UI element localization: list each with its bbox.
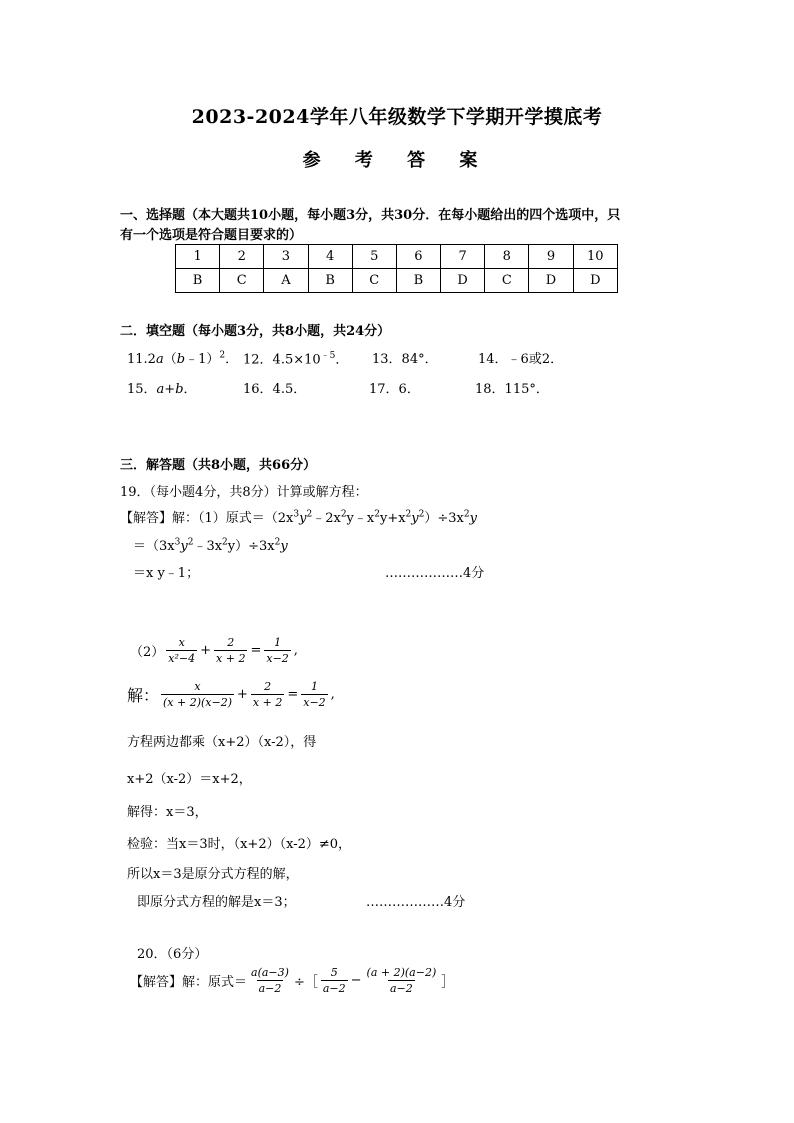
answer-text: （ <box>163 352 177 367</box>
table-cell: 7 <box>441 245 485 269</box>
exponent: 3 <box>293 509 300 520</box>
denominator: x + 2 <box>252 696 283 709</box>
table-cell: D <box>529 269 573 293</box>
answer-text: 12．4.5×10 <box>243 352 321 368</box>
answer-11 <box>127 348 238 367</box>
solution-text: 【解答】解：原式＝ <box>130 975 248 990</box>
q19-line-conclusion: 所以x＝3是原分式方程的解， <box>127 867 299 882</box>
answer-14: 14．﹣6或2． <box>478 352 564 367</box>
question-19-heading: 19．（每小题4分，共8分）计算或解方程： <box>120 485 368 500</box>
solution-text: ﹣3x <box>193 539 223 554</box>
answer-table <box>175 244 618 293</box>
q19-part2-equation <box>130 636 299 665</box>
answer-table-answer-row <box>176 269 618 293</box>
q19-line-solve: 解得：x＝3， <box>127 805 208 820</box>
math-var: y <box>299 511 307 526</box>
operator: + <box>237 687 248 702</box>
operator: − <box>350 973 362 988</box>
solution-text: y）÷3x <box>227 539 275 554</box>
operator: = <box>287 687 299 702</box>
fraction <box>301 680 327 709</box>
answer-12 <box>243 348 348 367</box>
q19-line-equation: x+2（x-2）＝x+2， <box>127 772 252 787</box>
q19-part1-line1 <box>120 507 477 526</box>
table-cell: D <box>441 269 485 293</box>
exponent: 2 <box>418 509 425 520</box>
denominator: x−2 <box>303 696 326 709</box>
table-cell: 6 <box>396 245 440 269</box>
exponent: 2 <box>405 509 412 520</box>
q19-line-final: 即原分式方程的解是x＝3； <box>137 895 296 910</box>
solution-text: 【解答】解：（1）原式＝（2x <box>120 511 294 526</box>
table-cell: B <box>176 269 220 293</box>
section3-heading: 三．解答题（共8小题，共66分） <box>120 458 317 473</box>
table-cell: A <box>264 269 308 293</box>
denominator: a−2 <box>390 982 413 995</box>
denominator: a−2 <box>258 982 282 995</box>
q19-part1-line3: ＝x y﹣1； <box>133 566 200 581</box>
fraction <box>321 966 348 995</box>
operator: ］ <box>441 975 455 990</box>
exponent: 2 <box>340 509 347 520</box>
table-cell: B <box>396 269 440 293</box>
q19-part2-score: ………………4分 <box>366 895 466 910</box>
fraction <box>166 636 197 665</box>
math-var: b <box>176 352 186 367</box>
page-title: 2023-2024学年八年级数学下学期开学摸底考 <box>191 106 603 128</box>
q20-solution <box>130 966 455 995</box>
fraction <box>161 680 234 709</box>
answer-text: ﹣1） <box>185 352 220 367</box>
solution-text: 解： <box>127 686 160 705</box>
exponent: 2 <box>463 509 470 520</box>
solution-text: （2） <box>130 645 165 660</box>
fraction <box>264 636 290 665</box>
section1-heading-line2: 有一个选项是符合题目要求的） <box>120 228 303 243</box>
solution-text: y+x <box>379 511 406 526</box>
exponent: 2 <box>222 537 228 548</box>
table-cell: 8 <box>485 245 529 269</box>
solution-text: y﹣x <box>346 511 375 526</box>
answer-text: ． <box>183 382 197 397</box>
solution-text: ﹣2x <box>312 511 341 526</box>
page-subtitle: 参 考 答 案 <box>302 150 492 171</box>
table-cell: C <box>220 269 264 293</box>
q19-line-check: 检验：当x＝3时，（x+2）（x-2）≠0， <box>127 837 352 852</box>
table-cell: B <box>308 269 352 293</box>
section1-heading-line1: 一、选择题（本大题共10小题，每小题3分，共30分．在每小题给出的四个选项中，只 <box>120 208 621 223</box>
answer-15 <box>127 378 197 397</box>
denominator: a−2 <box>322 982 346 995</box>
q19-part1-line2 <box>133 535 288 554</box>
solution-text: ＝（3x <box>133 539 175 554</box>
answer-text: 11.2 <box>127 352 156 367</box>
question-20-heading: 20．（6分） <box>137 947 208 962</box>
table-cell: 5 <box>352 245 396 269</box>
table-cell: 4 <box>308 245 352 269</box>
answer-table-number-row <box>176 245 618 269</box>
math-var: a+b <box>156 382 184 397</box>
answer-text: 15． <box>127 382 157 397</box>
fraction <box>365 966 439 995</box>
exponent: 2 <box>306 509 313 520</box>
solution-text: ）÷3x <box>424 511 464 526</box>
exponent: 2 <box>219 350 226 361</box>
numerator: (a + 2)(a−2) <box>366 966 437 979</box>
numerator: 1 <box>274 636 282 649</box>
answer-16: 16．4.5． <box>243 382 307 397</box>
numerator: x <box>178 636 185 649</box>
math-var: y <box>411 511 419 526</box>
exponent: ﹣5 <box>320 351 336 361</box>
math-var: y <box>469 511 477 526</box>
exponent: 3 <box>174 537 181 548</box>
table-cell: C <box>352 269 396 293</box>
exponent: 2 <box>374 509 380 520</box>
numerator: x <box>194 680 201 693</box>
math-var: a <box>155 352 164 367</box>
operator: = <box>250 643 262 658</box>
table-cell: 10 <box>573 245 617 269</box>
table-cell: 3 <box>264 245 308 269</box>
operator: , <box>330 687 335 702</box>
q19-part1-score: ………………4分 <box>385 566 485 581</box>
exponent: 2 <box>187 537 194 548</box>
table-cell: 1 <box>176 245 220 269</box>
table-cell: D <box>573 269 617 293</box>
denominator: (x + 2)(x−2) <box>163 696 233 709</box>
q19-part2-solution <box>127 680 336 709</box>
numerator: 2 <box>264 680 272 693</box>
operator: + <box>200 643 212 658</box>
exponent: 2 <box>274 537 281 548</box>
answer-13: 13．84°． <box>372 352 438 367</box>
math-var: y <box>180 539 188 554</box>
fraction <box>249 966 291 995</box>
table-cell: 9 <box>529 245 573 269</box>
section2-heading: 二．填空题（每小题3分，共8小题，共24分） <box>120 324 391 339</box>
fraction <box>251 680 284 709</box>
answer-text: ． <box>335 352 349 368</box>
operator: , <box>293 643 298 658</box>
table-cell: 2 <box>220 245 264 269</box>
denominator: x²−4 <box>168 652 196 665</box>
numerator: a(a−3) <box>251 966 289 979</box>
denominator: x + 2 <box>216 652 246 665</box>
numerator: 5 <box>330 966 338 979</box>
math-var: y <box>280 539 288 554</box>
table-cell: C <box>485 269 529 293</box>
denominator: x−2 <box>266 652 289 665</box>
numerator: 2 <box>227 636 235 649</box>
answer-17: 17．6． <box>369 382 420 397</box>
numerator: 1 <box>310 680 318 693</box>
answer-18: 18．115°． <box>475 382 549 397</box>
q19-line-multiply: 方程两边都乘（x+2）（x-2），得 <box>127 735 317 750</box>
fraction <box>214 636 247 665</box>
answer-text: ． <box>225 352 239 367</box>
operator: ÷［ <box>293 975 318 990</box>
